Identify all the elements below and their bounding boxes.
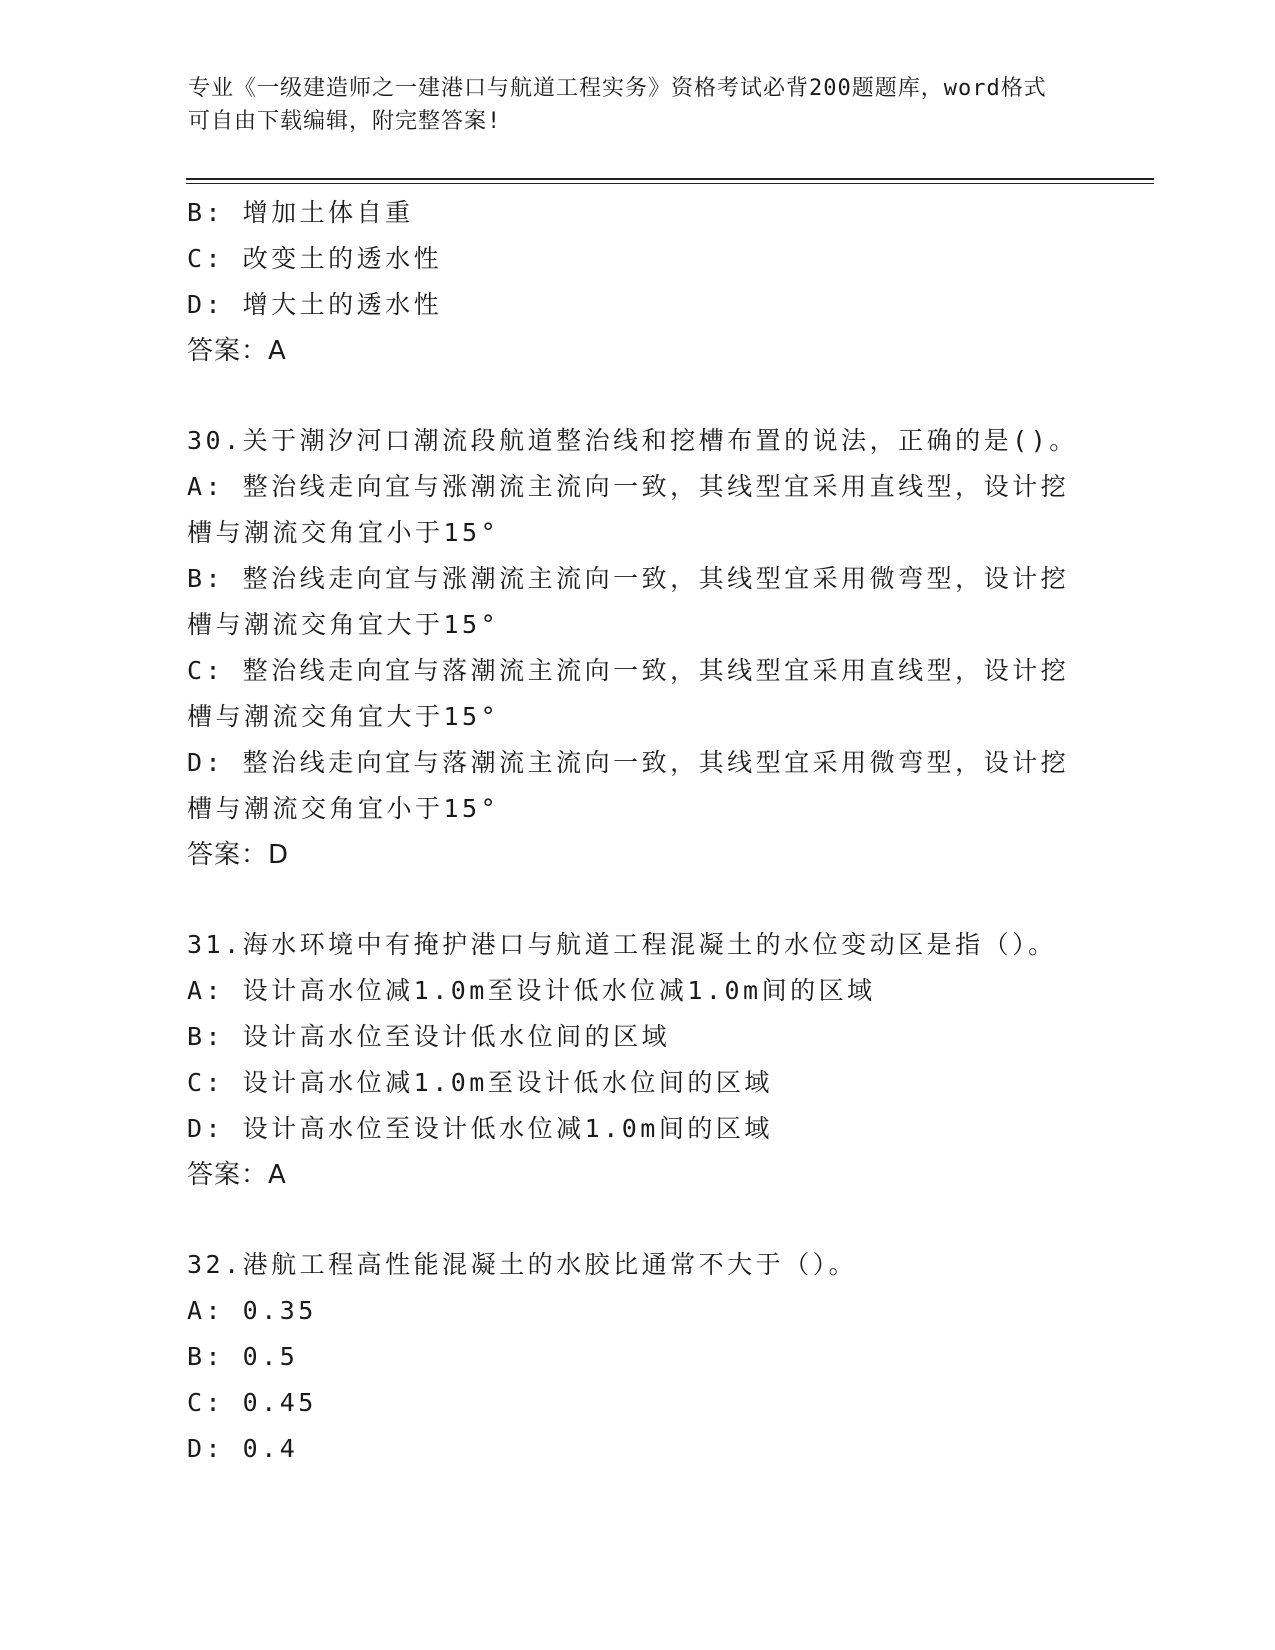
q32-option-c: C: 0.45 [187, 1388, 317, 1417]
q30-option-d-line1: D: 整治线走向宜与落潮流主流向一致，其线型宜采用微弯型，设计挖 [187, 748, 1070, 777]
q32-option-a: A: 0.35 [187, 1296, 317, 1325]
q30-answer: 答案：D [187, 840, 290, 870]
q32-option-d: D: 0.4 [187, 1434, 299, 1463]
q31-option-b: B: 设计高水位至设计低水位间的区域 [187, 1022, 671, 1051]
q30-question: 30.关于潮汐河口潮流段航道整治线和挖槽布置的说法，正确的是()。 [187, 426, 1078, 455]
q30-option-c-line2: 槽与潮流交角宜大于15° [187, 702, 500, 731]
q31-option-c: C: 设计高水位减1.0m至设计低水位间的区域 [187, 1068, 773, 1097]
q31-option-a: A: 设计高水位减1.0m至设计低水位减1.0m间的区域 [187, 976, 876, 1005]
q30-option-a-line1: A: 整治线走向宜与涨潮流主流向一致，其线型宜采用直线型，设计挖 [187, 472, 1070, 501]
q31-answer: 答案：A [187, 1160, 287, 1190]
q30-option-b-line1: B: 整治线走向宜与涨潮流主流向一致，其线型宜采用微弯型，设计挖 [187, 564, 1070, 593]
q30-option-a-line2: 槽与潮流交角宜小于15° [187, 518, 500, 547]
spacer [187, 374, 1087, 418]
question-list [187, 190, 1087, 1472]
q32-option-b: B: 0.5 [187, 1342, 299, 1371]
spacer [187, 1198, 1087, 1242]
q30-option-c-line1: C: 整治线走向宜与落潮流主流向一致，其线型宜采用直线型，设计挖 [187, 656, 1070, 685]
q31-option-d: D: 设计高水位至设计低水位减1.0m间的区域 [187, 1114, 773, 1143]
document-header: 专业《一级建造师之一建港口与航道工程实务》资格考试必背200题题库，word格式可自由下载编辑，附完整答案! [188, 76, 1047, 134]
header-divider-thick [186, 178, 1154, 180]
q30-option-b-line2: 槽与潮流交角宜大于15° [187, 610, 500, 639]
q32-question: 32.港航工程高性能混凝土的水胶比通常不大于（）。 [187, 1250, 858, 1279]
q29-option-b: B: 增加土体自重 [187, 198, 414, 227]
q29-option-c: C: 改变土的透水性 [187, 244, 443, 273]
q30-option-d-line2: 槽与潮流交角宜小于15° [187, 794, 500, 823]
q29-option-d: D: 增大土的透水性 [187, 290, 443, 319]
header-divider-thin [186, 183, 1154, 184]
spacer [187, 878, 1087, 922]
q29-answer: 答案：A [187, 336, 287, 366]
q31-question: 31.海水环境中有掩护港口与航道工程混凝土的水位变动区是指（）。 [187, 930, 1057, 959]
